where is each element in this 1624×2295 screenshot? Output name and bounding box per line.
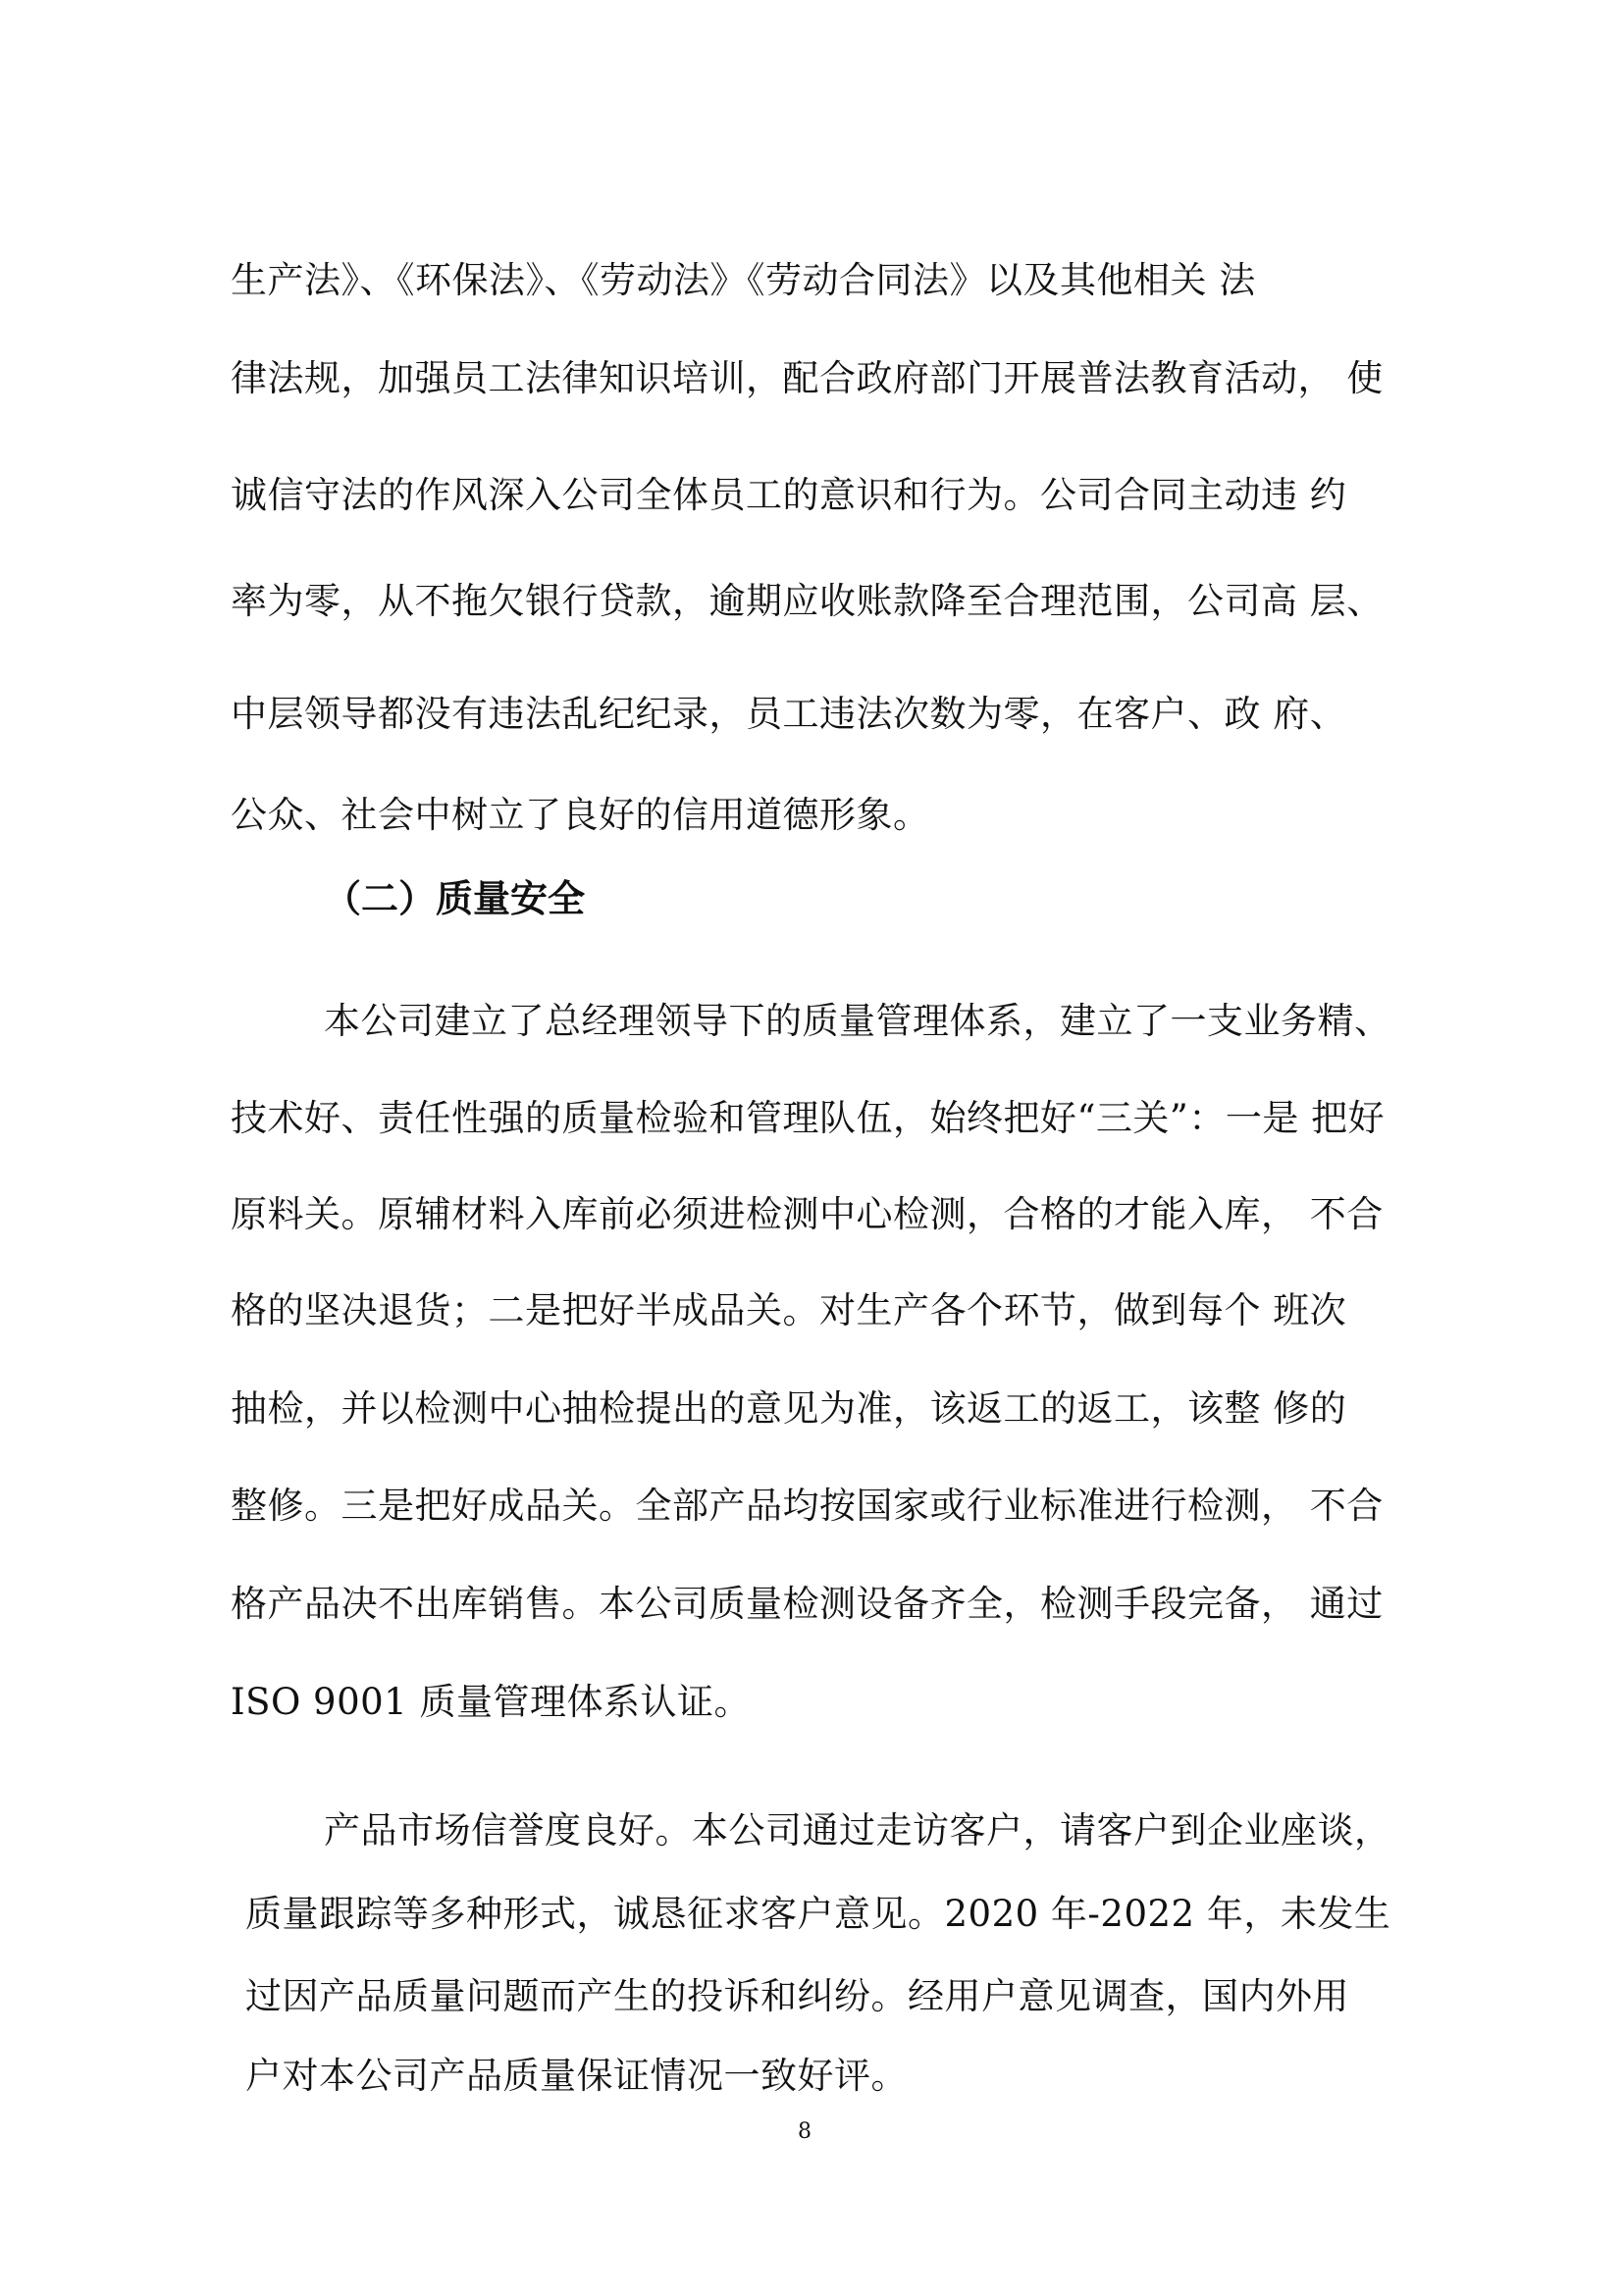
text-line: 中层领导都没有违法乱纪纪录，员工违法次数为零，在客户、政 府、 [231, 693, 1347, 735]
text-line: 技术好、责任性强的质量检验和管理队伍，始终把好“三关”：一是 把好 [231, 1097, 1386, 1139]
text-line: 本公司建立了总经理领导下的质量管理体系，建立了一支业务精、 [324, 1000, 1391, 1042]
text-line: 格的坚决退货；二是把好半成品关。对生产各个环节，做到每个 班次 [231, 1289, 1347, 1331]
text-line: 律法规，加强员工法律知识培训，配合政府部门开展普法教育活动， 使 [231, 357, 1384, 399]
text-line: 户对本公司产品质量保证情况一致好评。 [245, 2055, 908, 2097]
text-line: 质量跟踪等多种形式，诚恳征求客户意见。2020 年-2022 年，未发生 [245, 1893, 1391, 1935]
text-line: 公众、社会中树立了良好的信用道德形象。 [231, 794, 930, 836]
text-line: 生产法》、《环保法》、《劳动法》《劳动合同法》以及其他相关 法 [231, 259, 1256, 301]
page-number: 8 [798, 2119, 812, 2144]
text-line: 过因产品质量问题而产生的投诉和纠纷。经用户意见调查，国内外用 [245, 1975, 1349, 2017]
text-line: 抽检，并以检测中心抽检提出的意见为准，该返工的返工，该整 修的 [231, 1387, 1347, 1430]
text-line: 产品市场信誉度良好。本公司通过走访客户，请客户到企业座谈， [324, 1809, 1391, 1852]
section-heading: （二）质量安全 [324, 876, 586, 920]
text-line: 原料关。原辅材料入库前必须进检测中心检测，合格的才能入库， 不合 [231, 1193, 1384, 1235]
text-line: 率为零，从不拖欠银行贷款，逾期应收账款降至合理范围，公司高 层、 [231, 580, 1384, 622]
text-line: 格产品决不出库销售。本公司质量检测设备齐全，检测手段完备， 通过 [231, 1583, 1384, 1625]
text-line: ISO 9001 质量管理体系认证。 [231, 1681, 751, 1723]
text-line: 诚信守法的作风深入公司全体员工的意识和行为。公司合同主动违 约 [231, 474, 1347, 516]
text-line: 整修。三是把好成品关。全部产品均按国家或行业标准进行检测， 不合 [231, 1485, 1384, 1527]
